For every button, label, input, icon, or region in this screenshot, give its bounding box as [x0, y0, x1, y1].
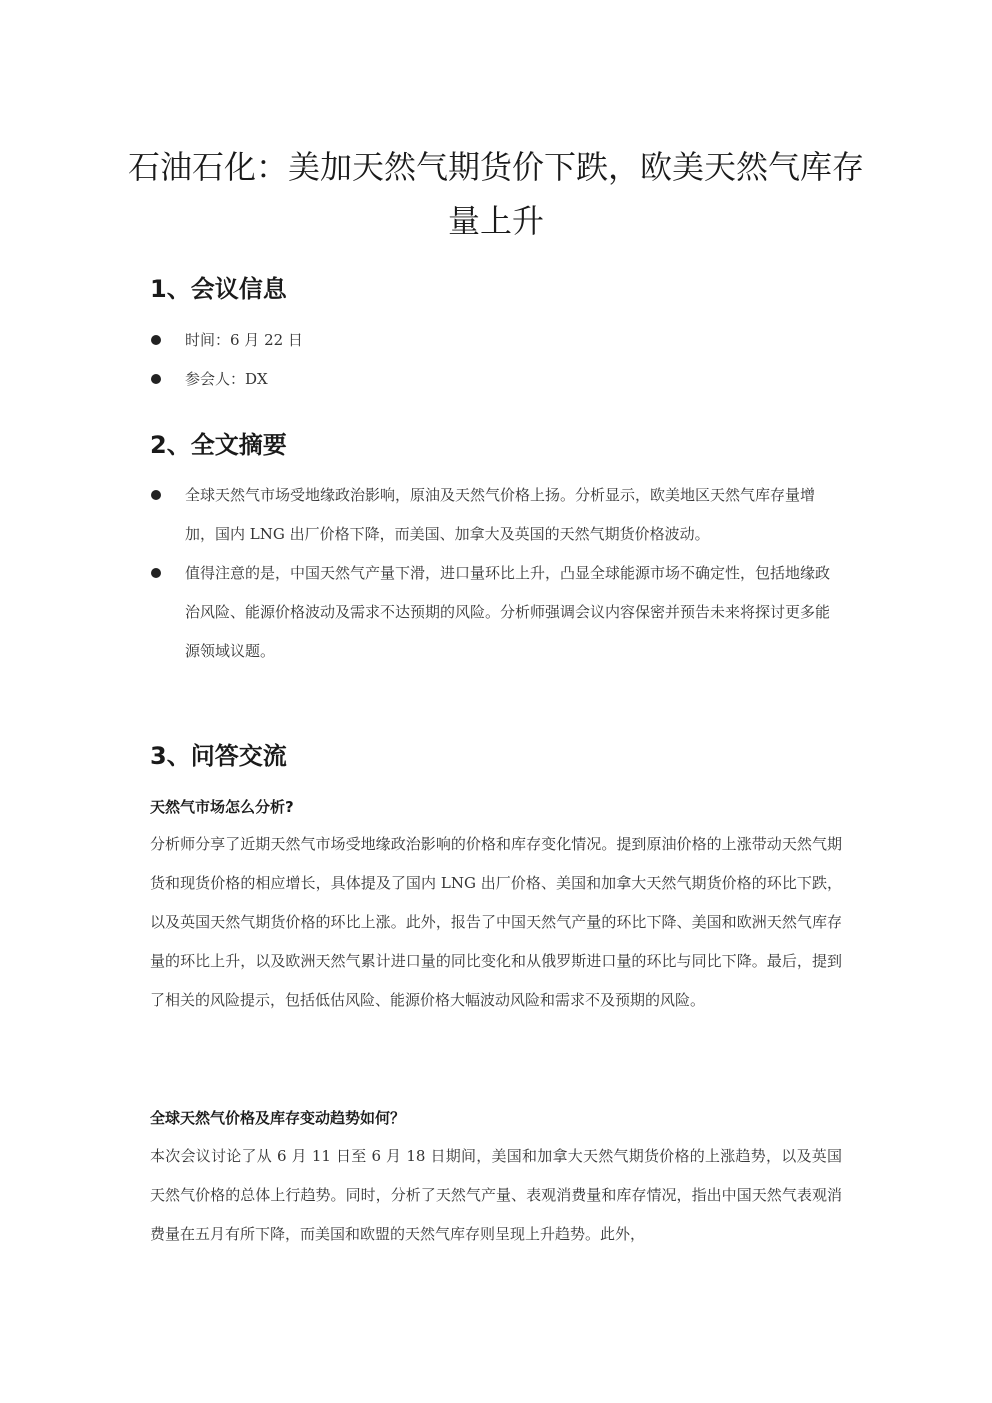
list-item	[150, 476, 842, 554]
meeting-info-list	[150, 321, 850, 399]
qa-answer: 本次会议讨论了从 6 月 11 日至 6 月 18 日期间，美国和加拿大天然气期货价格的上涨趋势，以及英国天然气价格的总体上行趋势。同时，分析了天然气产量、表观消费量和库存情况，指出中国天然气表观消费量在五月有所下降，而美国和欧盟的天然气库存则呈现上升趋势。此外，	[150, 1147, 842, 1243]
bullet-icon	[151, 335, 161, 345]
qa-question: 全球天然气价格及库存变动趋势如何？	[150, 1109, 406, 1127]
list-item	[150, 321, 850, 360]
bullet-icon	[151, 568, 161, 578]
summary-list	[150, 476, 842, 671]
list-item	[150, 554, 842, 671]
meeting-time: 时间：6 月 22 日	[185, 331, 303, 349]
document-title: 石油石化：美加天然气期货价下跌，欧美天然气库存量上升	[127, 148, 864, 240]
summary-text: 全球天然气市场受地缘政治影响，原油及天然气价格上扬。分析显示，欧美地区天然气库存量增加，国内 LNG 出厂价格下降，而美国、加拿大及英国的天然气期货价格波动。	[185, 486, 816, 543]
section-heading-meeting-info: 1、会议信息	[150, 275, 287, 303]
bullet-icon	[151, 374, 161, 384]
summary-text: 值得注意的是，中国天然气产量下滑，进口量环比上升，凸显全球能源市场不确定性，包括地缘政治风险、能源价格波动及需求不达预期的风险。分析师强调会议内容保密并预告未来将探讨更多能源领域议题。	[185, 564, 831, 660]
qa-question: 天然气市场怎么分析?	[150, 798, 294, 816]
section-heading-summary: 2、全文摘要	[150, 431, 287, 459]
bullet-icon	[151, 490, 161, 500]
list-item	[150, 360, 850, 399]
qa-answer: 分析师分享了近期天然气市场受地缘政治影响的价格和库存变化情况。提到原油价格的上涨带动天然气期货和现货价格的相应增长，具体提及了国内 LNG 出厂价格、美国和加拿大天然气期货价格的环比下跌，以及英国天然气期货价格的环比上涨。此外，报告了中国天然气产量的环比下降、美国和欧洲天然气库存量的环比上升，以及欧洲天然气累计进口量的同比变化和从俄罗斯进口量的环比与同比下降。最后，提到了相关的风险提示，包括低估风险、能源价格大幅波动风险和需求不及预期的风险。	[150, 835, 842, 1009]
meeting-participants: 参会人：DX	[185, 370, 268, 388]
section-heading-qa: 3、问答交流	[150, 742, 287, 770]
